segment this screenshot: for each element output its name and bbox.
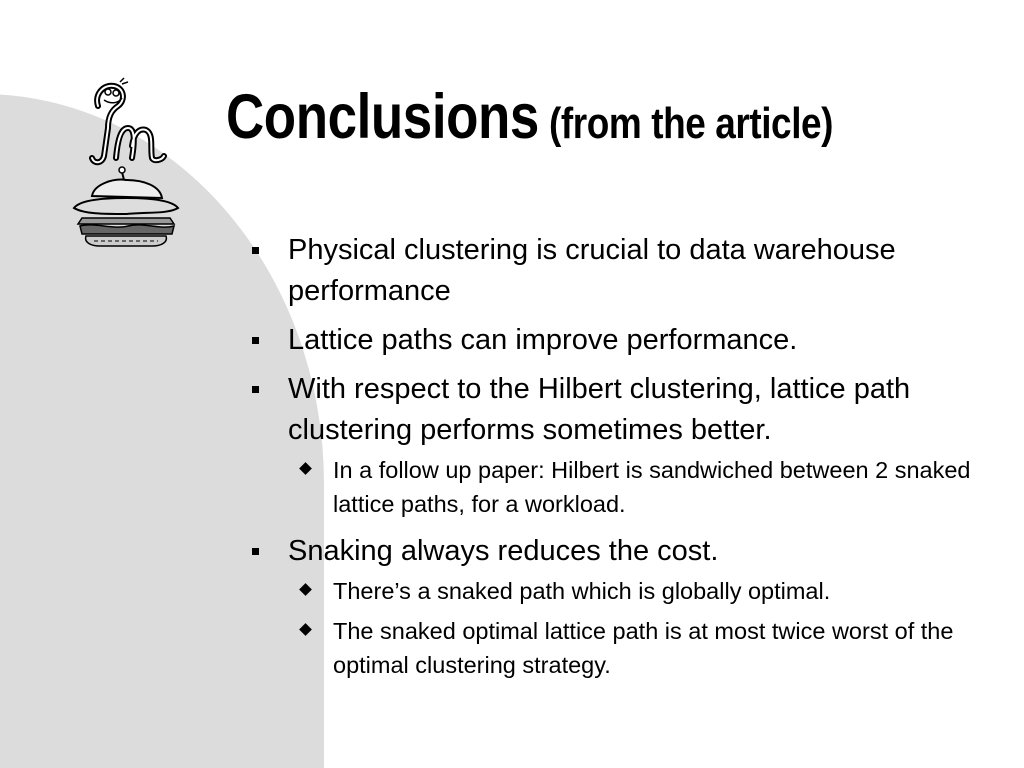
sub-bullet-item <box>295 614 1010 682</box>
square-bullet-icon <box>252 386 259 393</box>
sub-bullet-text: The snaked optimal lattice path is at most twice worst of the optimal clustering strategy. <box>333 618 954 678</box>
square-bullet-icon <box>252 247 259 254</box>
bullet-item <box>250 369 1010 451</box>
bullet-text: Snaking always reduces the cost. <box>288 535 719 567</box>
square-bullet-icon <box>252 337 259 344</box>
square-bullet-icon <box>252 548 259 555</box>
title-subtitle: (from the article) <box>549 99 834 148</box>
diamond-bullet-icon <box>299 583 312 596</box>
sub-bullet-text: There’s a snaked path which is globally optimal. <box>333 578 831 604</box>
snake-sandwich-logo-icon <box>64 76 188 256</box>
slide-title <box>226 82 834 152</box>
sub-bullet-item <box>295 574 1010 608</box>
bullet-list <box>250 230 1010 688</box>
bullet-item <box>250 320 1010 361</box>
diamond-bullet-icon <box>299 623 312 636</box>
bullet-item <box>250 230 1010 312</box>
bullet-text: With respect to the Hilbert clustering, lattice path clustering performs sometimes better. <box>288 373 911 446</box>
sub-bullet-text: In a follow up paper: Hilbert is sandwiched between 2 snaked lattice paths, for a workload. <box>333 457 971 517</box>
title-main: Conclusions <box>226 82 539 152</box>
bullet-text: Physical clustering is crucial to data warehouse performance <box>288 234 896 307</box>
bullet-text: Lattice paths can improve performance. <box>288 324 798 356</box>
diamond-bullet-icon <box>299 462 312 475</box>
sub-bullet-item <box>295 453 1010 521</box>
bullet-item <box>250 531 1010 572</box>
